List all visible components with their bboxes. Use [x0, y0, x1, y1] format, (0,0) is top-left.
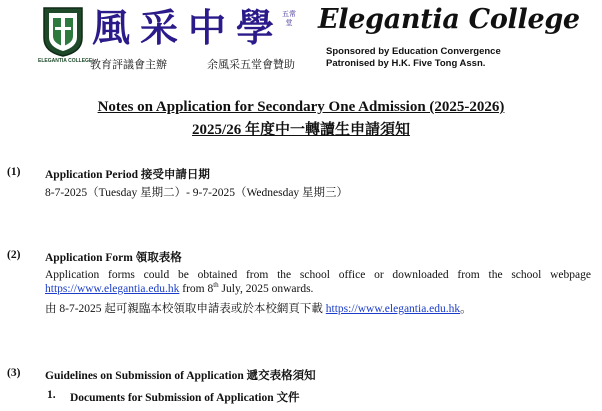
- sponsor-association-text: 余風采五堂會贊助: [207, 58, 295, 71]
- application-form-text: [45, 268, 591, 316]
- school-chinese-name: 風采中學: [92, 5, 285, 50]
- section-number: (1): [7, 166, 21, 178]
- organizer-text: 教育評議會主辦: [90, 58, 167, 71]
- subsection-heading-zh: 文件: [276, 392, 300, 404]
- application-period-text: [45, 186, 591, 200]
- section-heading-zh: 接受申請日期: [140, 167, 210, 181]
- subsection-number: 1.: [47, 389, 56, 401]
- school-crest-icon: [42, 6, 84, 58]
- from-date-prefix: from 8: [182, 283, 214, 295]
- sponsor-line-2: Patronised by H.K. Five Tong Assn.: [326, 58, 486, 69]
- subsection-heading-en: Documents for Submission of Application: [70, 392, 274, 404]
- chinese-period: 。: [460, 303, 472, 315]
- school-website-link-chinese[interactable]: https://www.elegantia.edu.hk: [325, 303, 461, 315]
- section-heading-en: Guidelines on Submission of Application: [45, 370, 244, 382]
- chinese-instruction: 由 8-7-2025 起可親臨本校領取申請表或於本校網頁下載: [45, 303, 323, 315]
- section-number: (2): [7, 249, 21, 261]
- section-heading-zh: 領取表格: [135, 250, 182, 264]
- application-form-line-2: [45, 282, 591, 296]
- section-heading-zh: 遞交表格須知: [246, 368, 316, 382]
- sponsor-line-1: Sponsored by Education Convergence: [326, 46, 501, 57]
- sponsor-info: [326, 46, 501, 70]
- section-heading-en: Application Period: [45, 169, 138, 181]
- section-heading-guidelines: [45, 367, 316, 383]
- date-ordinal-suffix: th: [213, 281, 219, 290]
- document-title-english: Notes on Application for Secondary One Admission (2025-2026): [97, 99, 505, 115]
- seal-text: 五常堂: [282, 10, 296, 27]
- section-number: (3): [7, 367, 21, 379]
- crest-caption: ELEGANTIA COLLEGE: [38, 58, 93, 64]
- school-english-name: Elegantia College: [318, 4, 580, 35]
- school-website-link[interactable]: https://www.elegantia.edu.hk: [45, 283, 180, 295]
- school-letterhead: [0, 0, 602, 82]
- application-form-chinese-line: [45, 302, 591, 316]
- section-heading-application-period: [45, 166, 210, 182]
- section-heading-en: Application Form: [45, 252, 133, 264]
- subsection-heading-documents: [70, 389, 300, 405]
- application-form-line-1: Application forms could be obtained from the school office or downloaded from the school webpage: [45, 269, 591, 281]
- document-title-chinese: 2025/26 年度中一轉讀生申請須知: [192, 122, 410, 138]
- section-heading-application-form: [45, 249, 182, 265]
- from-date-rest: July, 2025 onwards.: [221, 283, 314, 295]
- application-period-dates: 8-7-2025（Tuesday 星期二）- 9-7-2025（Wednesday 星期三）: [45, 187, 349, 199]
